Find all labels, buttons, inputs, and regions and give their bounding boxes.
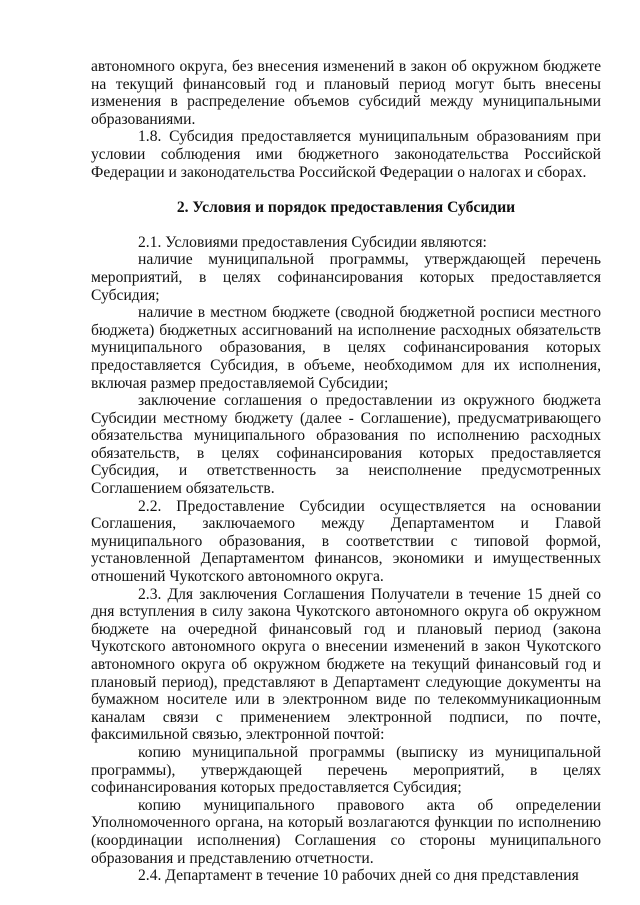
document-page <box>91 58 601 885</box>
paragraph-2-4: 2.4. Департамент в течение 10 рабочих дней со дня представления <box>138 867 579 885</box>
paragraph-condition-budget: наличие в местном бюджете (сводной бюджетной росписи местного бюджета) бюджетных ассигнований на исполнение расходных обязательств муниципального образования, в целях софинансирования которых предоставляется Субсидия, в объеме, необходимом для их исполнения, включая размер предоставляемой Субсидии; <box>91 304 601 392</box>
paragraph-continuation: автономного округа, без внесения изменений в закон об окружном бюджете на текущий финансовый год и плановый период могут быть внесены изменения в распределение объемов субсидий между муниципальными образованиями. <box>91 58 601 128</box>
paragraph-2-3: 2.3. Для заключения Соглашения Получатели в течение 15 дней со дня вступления в силу закона Чукотского автономного округа об окружном бюджете на очередной финансовый год и плановый период (закона Чукотского автономного округа о внесении изменений в закон Чукотского автономного округа об окружном бюджете на текущий финансовый год и плановый период), представляют в Департамент следующие документы на бумажном носителе или в электронном виде по телекоммуникационным каналам связи с применением электронной подписи, по почте, факсимильной связью, электронной почтой: <box>91 585 601 744</box>
paragraph-2-1: 2.1. Условиями предоставления Субсидии являются: <box>138 233 487 251</box>
paragraph-condition-program: наличие муниципальной программы, утверждающей перечень мероприятий, в целях софинансирования которых предоставляется Субсидия; <box>91 251 601 304</box>
paragraph-condition-agreement: заключение соглашения о предоставлении из окружного бюджета Субсидии местному бюджету (далее - Соглашение), предусматривающего обязательства муниципального образования по исполнению расходных обязательств, в целях софинансирования которых предоставляется Субсидия, и ответственность за неисполнение предусмотренных Соглашением обязательств. <box>91 392 601 498</box>
paragraph-1-8: 1.8. Субсидия предоставляется муниципальным образованиям при условии соблюдения ими бюджетного законодательства Российской Федерации и законодательства Российской Федерации о налогах и сборах. <box>91 128 601 181</box>
paragraph-doc-legal-act: копию муниципального правового акта об определении Уполномоченного органа, на который возлагаются функции по исполнению (координации исполнения) Соглашения со стороны муниципального образования и представлению отчетности. <box>91 796 601 867</box>
paragraph-2-2: 2.2. Предоставление Субсидии осуществляется на основании Соглашения, заключаемого между Департаментом и Главой муниципального образования, в соответствии с типовой формой, установленной Департаментом финансов, экономики и имущественных отношений Чукотского автономного округа. <box>91 497 601 586</box>
section-heading: 2. Условия и порядок предоставления Субсидии <box>176 199 516 217</box>
paragraph-doc-program-copy: копию муниципальной программы (выписку из муниципальной программы), утверждающей перечень мероприятий, в целях софинансирования которых предоставляется Субсидия; <box>91 743 601 797</box>
